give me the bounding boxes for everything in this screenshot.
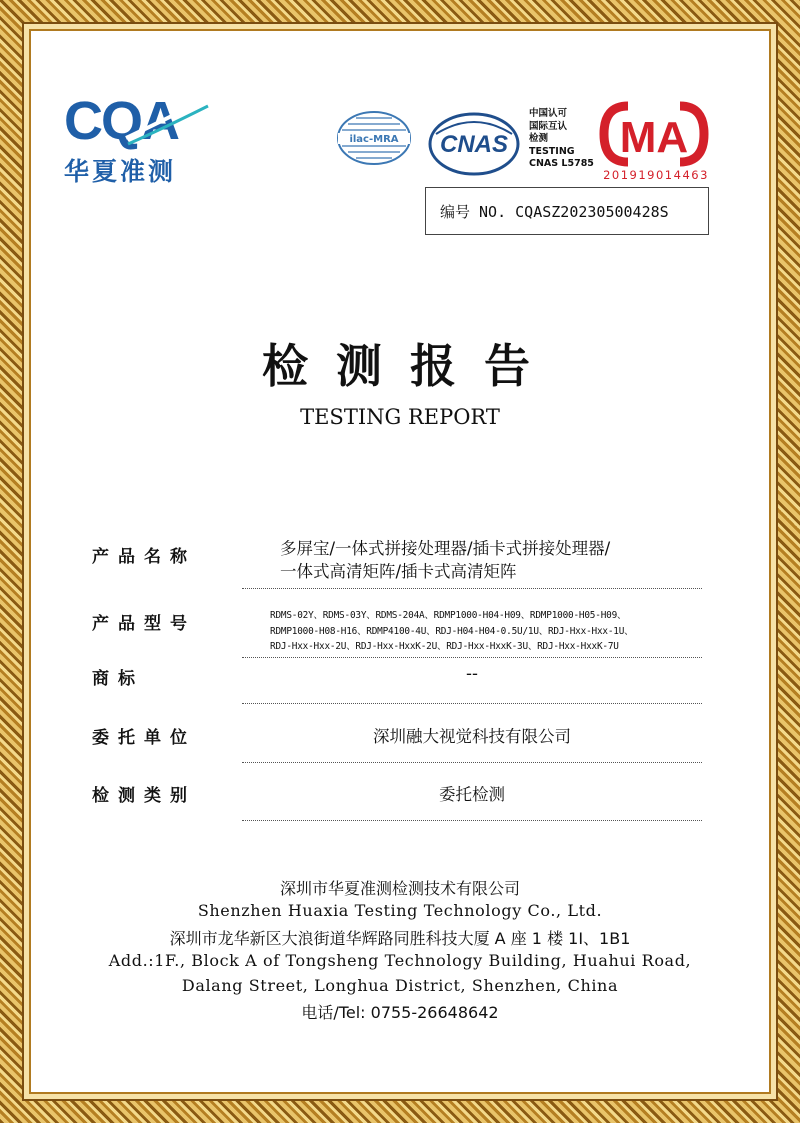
footer-address-en-2: Dalang Street, Longhua District, Shenzhen, China (181, 976, 619, 995)
test-type-label: 检测类别 (92, 786, 196, 806)
report-number-box: 编号 NO. CQASZ20230500428S (425, 187, 709, 235)
divider (242, 588, 702, 589)
divider (242, 703, 702, 704)
client-label: 委托单位 (92, 728, 196, 748)
client-value: 深圳融大视觉科技有限公司 (373, 727, 571, 746)
footer-company-en: Shenzhen Huaxia Testing Technology Co., Ltd. (197, 901, 603, 920)
footer-address-cn: 深圳市龙华新区大浪街道华辉路同胜科技大厦 A 座 1 楼 1I、1B1 (169, 929, 631, 948)
footer-phone: 电话/Tel: 0755-26648642 (301, 1003, 499, 1022)
product-name-label: 产品名称 (92, 547, 196, 567)
trademark-label: 商标 (92, 669, 144, 689)
product-model-value: RDMS-02Y、RDMS-03Y、RDMS-204A、RDMP1000-H04-H09、RDMP1000-H05-H09、 RDMP1000-H08-H16、RDMP4100-4U、RDJ-H04-H04-0.5U/1U、RDJ-Hxx-Hxx-1U、 RDJ-Hxx-Hxx-2U、RDJ-Hxx-HxxK-2U、RDJ-Hxx-HxxK-3U、RDJ-Hxx-HxxK-7U (270, 610, 634, 652)
cnas-accreditation-text: 中国认可 国际互认 检测 TESTING CNAS L5785 (529, 108, 594, 169)
page-title-en: TESTING REPORT (300, 405, 500, 429)
trademark-value: -- (466, 664, 478, 683)
svg-text:ilac-MRA: ilac-MRA (349, 134, 399, 145)
ilac-mra-logo-icon (334, 110, 414, 166)
divider (242, 820, 702, 821)
test-type-value: 委托检测 (439, 785, 505, 804)
divider (242, 657, 702, 658)
product-name-value: 多屏宝/一体式拼接处理器/插卡式拼接处理器/ 一体式高清矩阵/插卡式高清矩阵 (280, 539, 611, 581)
cnas-logo-icon (426, 110, 522, 178)
svg-text:CNAS: CNAS (439, 131, 509, 158)
product-model-label: 产品型号 (92, 614, 196, 634)
cqa-swoosh-icon (64, 91, 214, 151)
page-title-cn: 检测报告 (262, 339, 558, 393)
footer-address-en-1: Add.:1F., Block A of Tongsheng Technology Building, Huahui Road, (108, 951, 692, 970)
cqa-logo-mark: CQA (64, 91, 178, 151)
svg-text:MA: MA (619, 113, 689, 162)
cqa-logo-name: 华夏准测 (64, 157, 177, 186)
cma-number: 201919014463 (603, 168, 709, 182)
divider (242, 762, 702, 763)
cqa-logo (64, 91, 214, 186)
footer-company-cn: 深圳市华夏准测检测技术有限公司 (279, 879, 520, 898)
